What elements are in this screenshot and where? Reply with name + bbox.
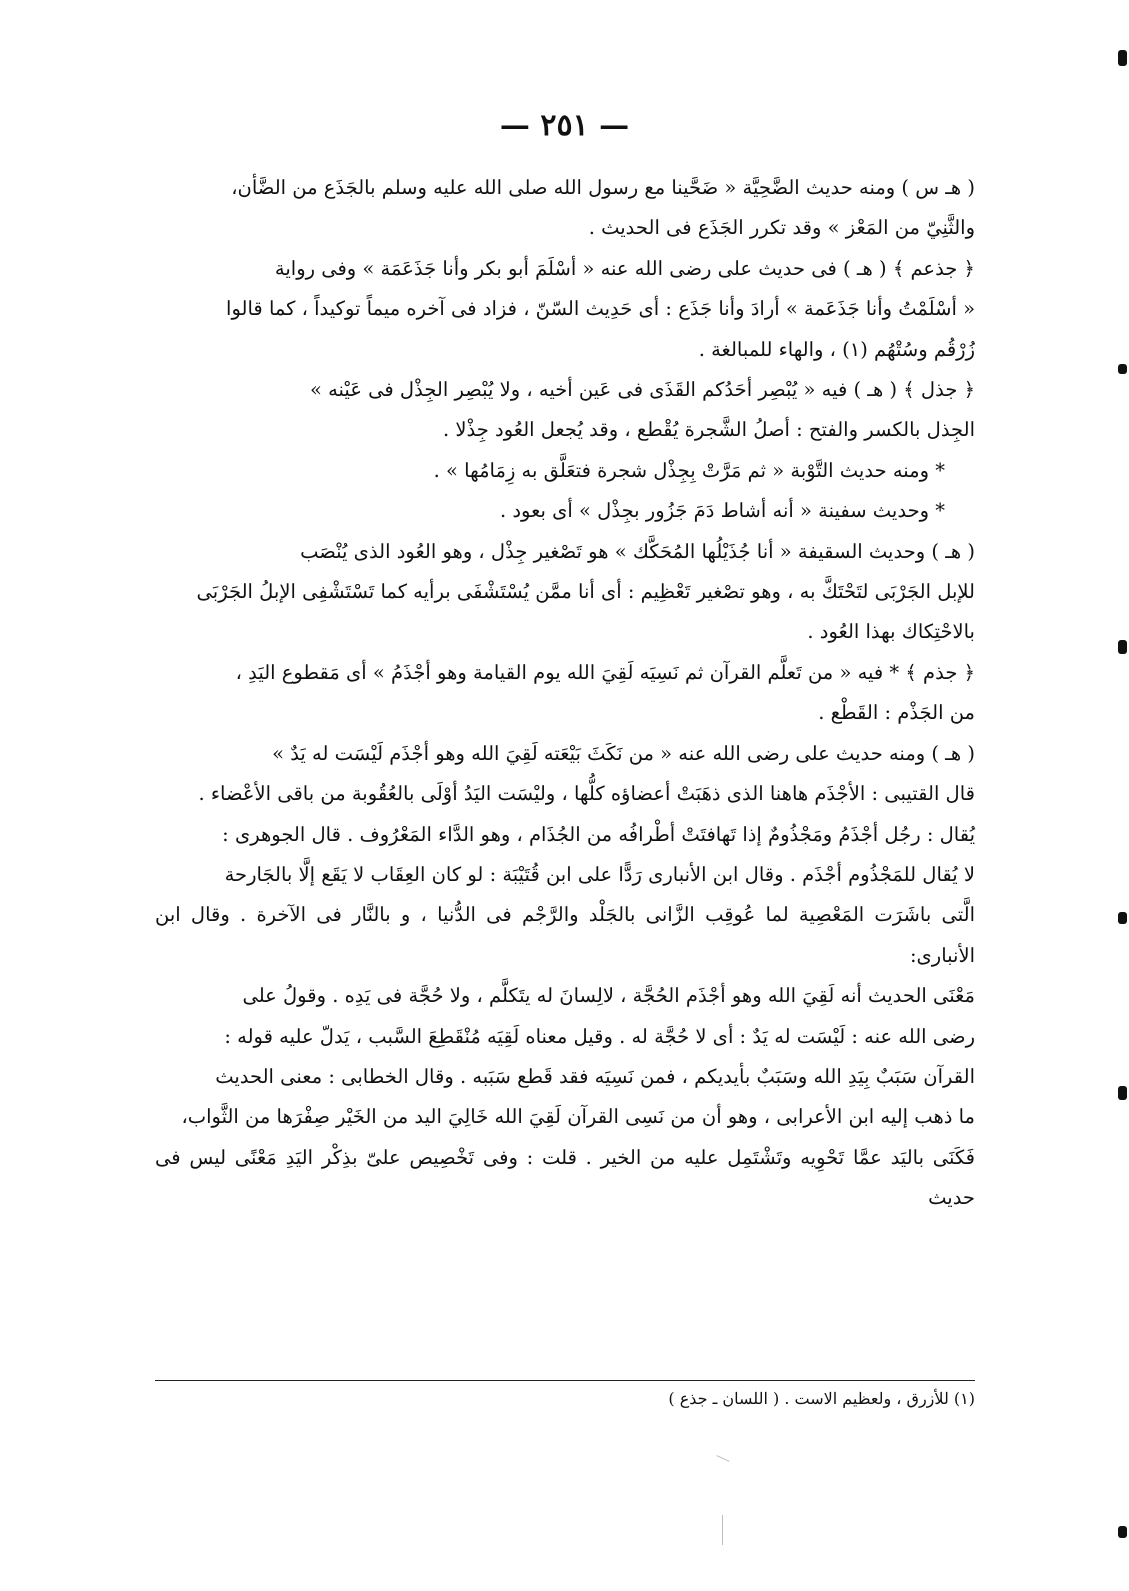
text-line: القرآن سَبَبٌ بِيَدِ الله وسَبَبٌ بأيديكم ، فمن نَسِيَه فقد قَطع سَبَبه . وقال الخطابى : معنى الحديث bbox=[215, 1064, 975, 1088]
text-line: ﴿ جذعم ﴾ ( هـ ) فى حديث على رضى الله عنه « أسْلَمَ أبو بكر وأنا جَذَعَمَة » وفى رواية bbox=[274, 256, 975, 280]
text-line: والثَّنِيّ من المَعْز » وقد تكرر الجَذَع فى الحديث . bbox=[588, 216, 975, 240]
text-line: لا يُقال للمَجْذُوم أجْذَم . وقال ابن الأنبارى رَدًّا على ابن قُتَيْبَة : لو كان العِقَاب لا يَقَع إلَّا بالجَارحة bbox=[224, 862, 975, 886]
text-line: من الجَذْم : القَطْع . bbox=[818, 701, 975, 725]
text-line: * ومنه حديث التَّوْبة « ثم مَرَّتْ بِجِذْل شجرة فتعَلَّق به زِمَامُها » . bbox=[433, 458, 945, 482]
scan-artifact bbox=[722, 1515, 723, 1545]
scan-edge-mark bbox=[1118, 1526, 1127, 1538]
text-line: قال القتيبى : الأجْذَم هاهنا الذى ذهَبَتْ أعضاؤه كلُّها ، وليْسَت اليَدُ أوْلَى بالعُقُوبة من باقى الأعْضاء . bbox=[198, 782, 975, 806]
scan-edge-mark bbox=[1118, 912, 1127, 924]
page-number: — ٢٥١ — bbox=[499, 108, 630, 143]
scan-edge-mark bbox=[1118, 640, 1127, 654]
text-line: فَكَنَى باليَد عمَّا تَحْوِيه وتَشْتَمِل عليه من الخير . قلت : وفى تَخْصِيص علىّ بذِكْر اليَدِ مَعْنًى ليس فى حديث bbox=[155, 1145, 975, 1210]
text-line: ( هـ س ) ومنه حديث الضَّحِيَّة « ضَحَّينا مع رسول الله صلى الله عليه وسلم بالجَذَع من الضَّأن، bbox=[231, 176, 975, 199]
scan-edge-mark bbox=[1118, 1086, 1127, 1100]
text-line: ( هـ ) وحديث السقيفة « أنا جُذَيْلُها المُحَكَّك » هو تَصْغير جِذْل ، وهو العُود الذى يُنْصَب bbox=[300, 539, 975, 563]
text-line: الَّتى باشَرَت المَعْصِية لما عُوقِب الزَّانى بالجَلْد والرَّجْم فى الدُّنيا ، و بالنَّار فى الآخرة . وقال ابن الأنبارى: bbox=[155, 903, 975, 967]
text-line: مَعْنَى الحديث أنه لَقِيَ الله وهو أجْذَم الحُجَّة ، لالِسانَ له يتَكلَّم ، ولا حُجَّة فى يَدِه . وقولُ على bbox=[242, 984, 975, 1008]
text-line: ﴿ جذم ﴾ * فيه « من تَعلَّم القرآن ثم نَسِيَه لَقِيَ الله يوم القيامة وهو أجْذَمُ » أى مَقطوع اليَدِ ، bbox=[235, 660, 975, 684]
text-line: زُرْقُم وسُتْهُم (١) ، والهاء للمبالغة . bbox=[698, 337, 975, 361]
text-line: ﴿ جذل ﴾ ( هـ ) فيه « يُبْصِر أحَدُكم القَذَى فى عَين أخيه ، ولا يُبْصِر الجِذْل فى عَيْنه » bbox=[309, 378, 975, 402]
text-line: يُقال : رجُل أجْذَمُ ومَجْذُومٌ إذا تَهافتَتْ أطْرافُه من الجُذَام ، وهو الدَّاء المَعْرُوف . قال الجوهرى : bbox=[222, 822, 975, 846]
text-line: * وحديث سفينة « أنه أشاط دَمَ جَزُور بجِذْل » أى بعود . bbox=[499, 499, 945, 523]
footnote: (١) للأزرق ، ولعظيم الاست . ( اللسان ـ جذع ) bbox=[668, 1389, 975, 1408]
text-line: بالاحْتِكاك بهذا العُود . bbox=[807, 620, 975, 644]
text-line: الجِذل بالكسر والفتح : أصلُ الشَّجرة يُقْطع ، وقد يُجعل العُود جِذْلا . bbox=[443, 418, 975, 442]
text-line: « أسْلَمْتُ وأنا جَذَعَمة » أرادَ وأنا جَذَع : أى حَدِيث السّنّ ، فزاد فى آخره ميماً توكيداً ، كما قالوا bbox=[226, 297, 975, 321]
footnote-divider bbox=[155, 1380, 975, 1381]
text-line: رضى الله عنه : لَيْسَت له يَدٌ : أى لا حُجَّة له . وقيل معناه لَقِيَه مُنْقَطِعَ السَّبب ، يَدلّ عليه قوله : bbox=[224, 1024, 975, 1048]
text-line: ( هـ ) ومنه حديث على رضى الله عنه « من نَكَثَ بَيْعَته لَقِيَ الله وهو أجْذَم لَيْسَت له يَدٌ » bbox=[272, 741, 975, 765]
text-line: للإبل الجَرْبَى لتَحْتَكَّ به ، وهو تصْغير تَعْظِيم : أى أنا ممَّن يُسْتَشْفَى برأيه كما تَسْتَشْفِى الإبلُ الجَرْبَى bbox=[196, 580, 975, 604]
scan-edge-mark bbox=[1118, 364, 1127, 374]
scan-artifact bbox=[716, 1455, 729, 1462]
text-line: ما ذهب إليه ابن الأعرابى ، وهو أن من نَسِى القرآن لَقِيَ الله خَالِيَ اليد من الخَيْر صِفْرَها من الثَّواب، bbox=[181, 1105, 975, 1129]
main-text bbox=[155, 168, 975, 1219]
scan-edge-mark bbox=[1118, 50, 1127, 66]
